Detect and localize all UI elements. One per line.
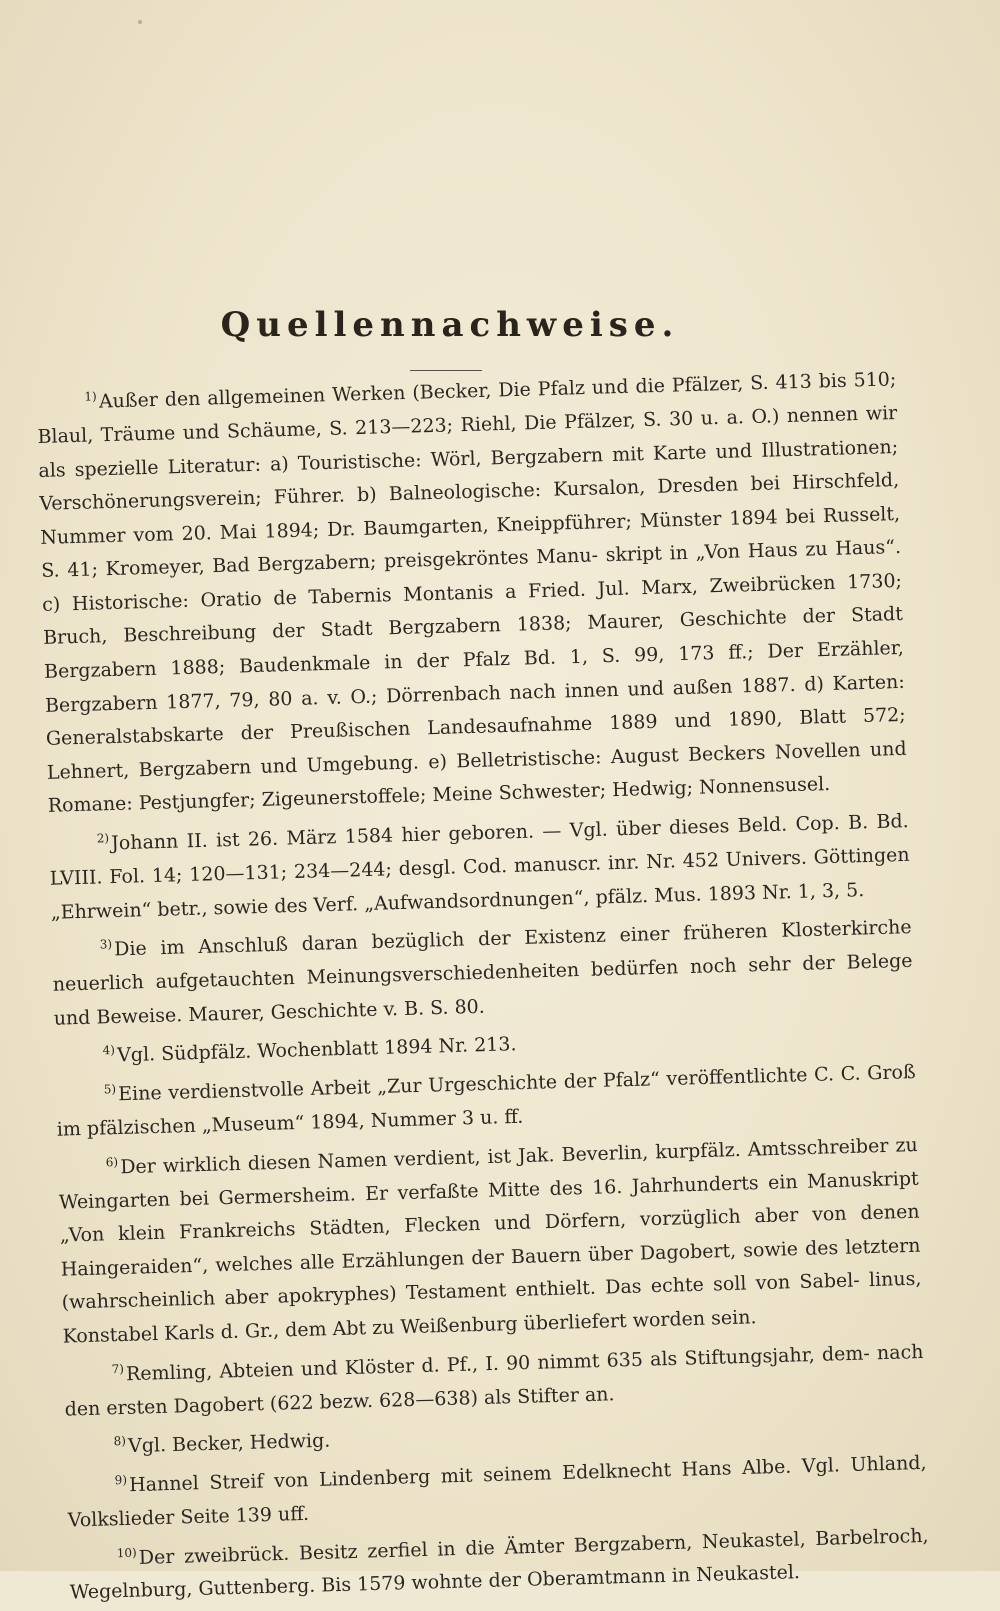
footnote-number: 3) [99, 937, 113, 952]
footnote-text: Hannel Streif von Lindenberg mit seinem Edelknecht Hans Albe. Vgl. Uhland, Volkslieder Seite 139 uff. [67, 1451, 927, 1532]
footnote-text: Die im Anschluß daran bezüglich der Existenz einer früheren Klosterkirche neuerlich aufgetauchten Meinungsverschiedenheiten bedürfen noch sehr der Belege und Beweise. Maurer, Geschichte v. B. S. 80. [52, 916, 913, 1030]
footnote-text: Remling, Abteien und Klöster d. Pf., I. 90 nimmt 635 als Stiftungsjahr, dem- nach den ersten Dagobert (622 bezw. 628—638) als Stifter an. [64, 1340, 924, 1421]
footnote [36, 358, 908, 824]
footnote-number: 8) [113, 1434, 127, 1449]
footnote-number: 2) [96, 831, 110, 846]
paper-spot [138, 20, 142, 24]
footnote-number: 1) [84, 389, 97, 404]
footnote-text: Eine verdienstvolle Arbeit „Zur Urgeschichte der Pfalz“ veröffentlichte C. C. Groß im pfälzischen „Museum“ 1894, Nummer 3 u. ff. [56, 1061, 916, 1141]
footnote-text: Der zweibrück. Besitz zerfiel in die Ämter Bergzabern, Neukastel, Barbelroch, Wegelnburg, Guttenberg. Bis 1579 wohnte der Oberamtmann in Neukastel. [69, 1524, 929, 1604]
footnote-number: 6) [105, 1154, 119, 1170]
footnote-text: Vgl. Südpfälz. Wochenblatt 1894 Nr. 213. [116, 1033, 517, 1067]
footnote-number: 4) [102, 1043, 116, 1058]
footnote-text: Vgl. Becker, Hedwig. [127, 1429, 331, 1458]
footnote [57, 1123, 922, 1354]
footnote-text: Johann II. ist 26. März 1584 hier geboren. — Vgl. über dieses Beld. Cop. B. Bd. LVIII. Fol. 14; 120—131; 234—244; desgl. Cod. manuscr. inr. Nr. 452 Univers. Göttingen „Ehrwein“ betr., sowie des Verf. „Aufwandsordnungen“, pfälz. Mus. 1893 Nr. 1, 3, 5. [49, 810, 910, 924]
footnote-number: 7) [111, 1361, 125, 1376]
footnote-text: Der wirklich diesen Namen verdient, ist Jak. Beverlin, kurpfälz. Amtsschreiber zu Weingarten bei Germersheim. Er verfaßte Mitte des 16. Jahrhunderts ein Manuskript „Von klein Frankreichs Städten, Flecken und Dörfern, vorzüglich aber von denen Haingeraiden“, welches alle Erzählungen der Bauern über Dagobert, sowie des letztern (wahrscheinlich aber apokryphes) Testament enthielt. Das echte soll von Sabel- linus, Konstabel Karls d. Gr., dem Abt zu Weißenburg überliefert worden sein. [58, 1133, 922, 1348]
page-title: Quellennachweise. [220, 305, 680, 345]
footnote-number: 9) [114, 1472, 128, 1488]
footnote-number: 10) [116, 1545, 137, 1560]
footnotes-block [36, 358, 930, 1611]
footnote-number: 5) [103, 1082, 117, 1097]
footnote-text: Außer den allgemeinen Werken (Becker, Die Pfalz und die Pfälzer, S. 413 bis 510; Blaul, Träume und Schäume, S. 213—223; Riehl, Die Pfälzer, S. 30 u. a. O.) nennen wir als spezielle Literatur: a) Touristische: Wörl, Bergzabern mit Karte und Illustrationen; Verschönerungsverein; Führer. b) Balneologische: Kursalon, Dresden bei Hirschfeld, Nummer vom 20. Mai 1894; Dr. Baumgarten, Kneippführer; Münster 1894 bei Russelt, S. 41; Kromeyer, Bad Bergzabern; preisgekröntes Manu- skript in „Von Haus zu Haus“. c) Historische: Oratio de Tabernis Montanis a Fried. Jul. Marx, Zweibrücken 1730; Bruch, Beschreibung der Stadt Bergzabern 1838; Maurer, Geschichte der Stadt Bergzabern 1888; Baudenkmale in der Pfalz Bd. 1, S. 99, 173 ff.; Der Erzähler, Bergzabern 1877, 79, 80 a. v. O.; Dörrenbach nach innen und außen 1887. d) Karten: Generalstabskarte der Preußischen Landesaufnahme 1889 und 1890, Blatt 572; Lehnert, Bergzabern und Umgebung. e) Belletristische: August Beckers Novellen und Romane: Pestjungfer; Zigeunerstoffele; Meine Schwester; Hedwig; Nonnensusel. [37, 368, 907, 818]
